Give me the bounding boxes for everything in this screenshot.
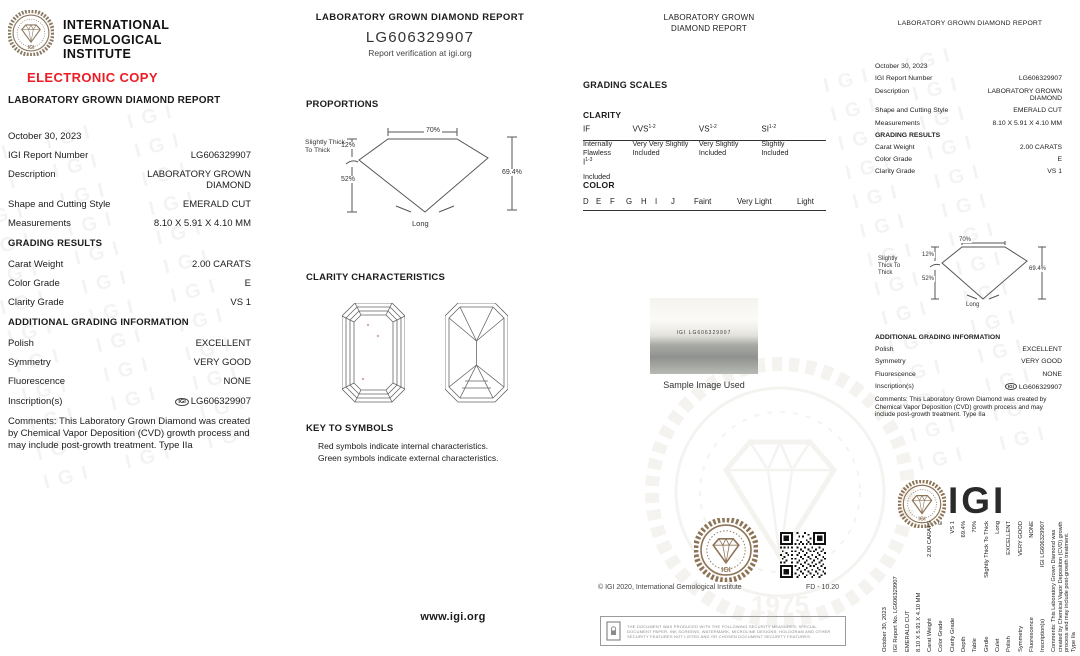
website-url: www.igi.org <box>420 611 486 623</box>
stub-girdle-description: Slightly Thick To Thick <box>878 256 901 277</box>
stub-field-row: Description LABORATORY GROWN DIAMOND <box>875 87 1062 102</box>
center-report-number: LG606329907 <box>365 29 475 46</box>
stub-additional-title: ADDITIONAL GRADING INFORMATION <box>875 334 1001 341</box>
stub-field-row: Fluorescence NONE <box>875 370 1062 378</box>
color-letter: H <box>641 197 647 206</box>
igi-seal-icon <box>8 10 54 56</box>
color-scale-rule <box>583 210 826 211</box>
proportions-title: PROPORTIONS <box>306 99 379 110</box>
report-field-row: Description LABORATORY GROWN DIAMOND <box>8 169 251 191</box>
electronic-copy-label: ELECTRONIC COPY <box>27 70 158 85</box>
stub-field-row: Color Grade E <box>875 156 1062 164</box>
table-percentage: 70% <box>426 127 441 134</box>
secure-document-icon <box>606 621 621 641</box>
report-verification-note: Report verification at igi.org <box>368 48 472 58</box>
sample-inscription-photo <box>650 298 758 374</box>
stub-report-title: LABORATORY GROWN DIAMOND REPORT <box>897 20 1043 27</box>
stub-crown-percentage: 12% <box>922 252 935 258</box>
grading-results-title: GRADING RESULTS <box>8 237 103 249</box>
clarity-scale-column: SI$^{1-2}$ Slightly Included <box>761 124 789 157</box>
stub-additional-panel <box>875 333 1062 419</box>
stub-date: October 30, 2023 <box>875 63 928 70</box>
stub-rotated-summary: October 30, 2023 IGI Report No. LG606329907 EMERALD CUT 8.10 X 5.91 X 4.10 MM Carat Weight 2.00 CARATS Color Grade E Clarity Grade VS 1 Depth 69.4% Table 70% Girdle Slightly Thick To Thick Culet Long Polish EXCELLENT Symmetry VERY GOOD Fluorescence NONE Inscription(s) IGI LG606329907 Comments: This Laboratory Grown Diamond was created by Chemical Vapor Deposition (CVD) growth process and may include post-growth treatment. Type IIa <box>882 521 1077 652</box>
stub-report-panel <box>875 63 1062 181</box>
comments-text: Comments: This Laboratory Grown Diamond was created by Chemical Vapor Deposition (CVD) growth process and may include post-growth treatment. Type IIa <box>8 415 251 452</box>
color-range-word: Very Light <box>737 197 772 206</box>
sample-image-caption: Sample Image Used <box>663 380 745 390</box>
color-letter: D <box>583 197 589 206</box>
girdle-description: Slightly Thick To Thick <box>305 139 345 154</box>
clarity-scale-title: CLARITY <box>583 110 622 120</box>
stub-table-percentage: 70% <box>959 237 972 243</box>
security-features-bar <box>600 616 846 646</box>
clarity-scale-column: $I^{1-3}$ Included <box>583 157 611 182</box>
report-date: October 30, 2023 <box>8 131 82 142</box>
org-name-line: INTERNATIONAL <box>63 18 170 32</box>
rot-measurements: 8.10 X 5.91 X 4.10 MM <box>915 592 922 652</box>
qr-code <box>780 532 826 578</box>
stub-field-row: Carat Weight 2.00 CARATS <box>875 143 1062 151</box>
stub-field-row: Polish EXCELLENT <box>875 346 1062 353</box>
stub-proportions-diagram <box>917 241 1053 313</box>
seal-year-watermark: 1975 <box>751 590 809 620</box>
stub-field-row: Clarity Grade VS 1 <box>875 168 1062 176</box>
inscription-row: Inscription(s) IGI LG606329907 <box>8 395 251 407</box>
org-name <box>63 18 169 62</box>
pavilion-percentage: 52% <box>341 176 356 183</box>
report-type-title: LABORATORY GROWN DIAMOND REPORT <box>8 95 221 106</box>
clarity-plot-pavilion-view <box>445 303 508 403</box>
rot-report-number: IGI Report No. LG606329907 <box>893 576 900 652</box>
rot-date: October 30, 2023 <box>882 607 888 652</box>
key-red-line: Red symbols indicate internal characteristics. <box>318 441 489 451</box>
stub-inscription-row: Inscription(s) IGI LG606329907 <box>875 382 1062 391</box>
stub-field-row: Symmetry VERY GOOD <box>875 358 1062 366</box>
igi-wordmark: IGI <box>948 480 1007 521</box>
stub-field-row: Shape and Cutting Style EMERALD CUT <box>875 107 1062 115</box>
org-name-line: GEMOLOGICAL <box>63 32 162 47</box>
report-field-row: Symmetry VERY GOOD <box>8 357 251 369</box>
stub-field-row: IGI Report Number LG606329907 <box>875 75 1062 83</box>
rot-shape: EMERALD CUT <box>904 610 911 652</box>
stub-comments-text: Comments: This Laboratory Grown Diamond was created by Chemical Vapor Deposition (CVD) growth process and may include post-growth treatment. Type IIa <box>875 396 1047 419</box>
grading-scales-title: GRADING SCALES <box>583 80 668 90</box>
form-code: FD - 10.20 <box>806 584 840 591</box>
report-field-row: IGI Report Number LG606329907 <box>8 150 251 162</box>
report-field-row: Clarity Grade VS 1 <box>8 297 251 309</box>
additional-grading-title: ADDITIONAL GRADING INFORMATION <box>8 317 189 329</box>
color-range-word: Faint <box>694 197 712 206</box>
inscription-value: LG606329907 <box>190 395 251 407</box>
center-report-title: LABORATORY GROWN DIAMOND REPORT <box>315 12 525 23</box>
color-letter: I <box>655 197 658 206</box>
igi-inscription-mark-icon: IGI <box>175 398 188 406</box>
color-scale-title: COLOR <box>583 180 615 190</box>
clarity-scale-column: IF Internally Flawless <box>583 124 613 157</box>
report-field-row: Fluorescence NONE <box>8 376 251 388</box>
report-field-row: Polish EXCELLENT <box>8 338 251 350</box>
key-to-symbols-text <box>318 441 498 464</box>
laser-inscription-text: IGI LG606329907 <box>676 329 732 336</box>
clarity-scale <box>583 124 835 182</box>
key-green-line: Green symbols indicate external characteristics. <box>318 452 499 463</box>
security-features-text: THE DOCUMENT WAS PRODUCED WITH THE FOLLOWING SECURITY MEASURES: SPECIAL DOCUMENT PAPER, INK SCREENS, WATERMARK, MICROLINE DESIGNS, HOLOGRAM AND OTHER SECURITY FEATURES NOT LISTED AND OR CHOSEN DOCUMENT SECURITY FEATURES. <box>627 623 831 639</box>
clarity-plot-crown-view <box>342 303 405 403</box>
report-field-row: Color Grade E <box>8 278 251 290</box>
clarity-characteristics-title: CLARITY CHARACTERISTICS <box>306 272 446 283</box>
depth-percentage: 69.4% <box>502 169 522 176</box>
stub-depth-percentage: 69.4% <box>1029 266 1047 272</box>
culet-description: Long <box>412 219 429 228</box>
crown-percentage: 12% <box>341 142 356 149</box>
stub-culet-description: Long <box>966 302 980 308</box>
rot-comments: Comments: This Laboratory Grown Diamond was created by Chemical Vapor Deposition (CVD) growth process and may include post-growth treatment. Type IIa <box>1051 521 1077 652</box>
color-range-word: Light <box>797 197 814 206</box>
clarity-scale-column: VS$^{1-2}$ Very Slightly Included <box>698 124 739 157</box>
color-letter: G <box>626 197 633 206</box>
scales-header: LABORATORY GROWN DIAMOND REPORT <box>663 13 755 33</box>
color-letter: E <box>596 197 602 206</box>
stub-grading-results-title: GRADING RESULTS <box>875 131 941 139</box>
stub-pavilion-percentage: 52% <box>922 276 935 282</box>
report-field-row: Shape and Cutting Style EMERALD CUT <box>8 198 251 210</box>
color-letter: J <box>671 197 675 206</box>
clarity-scale-rule <box>583 140 826 141</box>
copyright-text: © IGI 2020, International Gemological Institute <box>598 584 742 591</box>
stub-field-row: Measurements 8.10 X 5.91 X 4.10 MM <box>875 119 1062 127</box>
org-name-line: INSTITUTE <box>63 47 132 61</box>
key-to-symbols-title: KEY TO SYMBOLS <box>306 423 394 434</box>
report-main-panel <box>8 132 251 453</box>
igi-inscription-mark-icon: IGI <box>1005 383 1017 390</box>
report-field-row: Carat Weight 2.00 CARATS <box>8 258 251 270</box>
igi-seal-stamp-icon <box>694 518 758 582</box>
clarity-scale-column: VVS$^{1-2}$ Very Very Slightly Included <box>632 124 689 157</box>
color-letter: F <box>610 197 615 206</box>
report-field-row: Measurements 8.10 X 5.91 X 4.10 MM <box>8 217 251 229</box>
